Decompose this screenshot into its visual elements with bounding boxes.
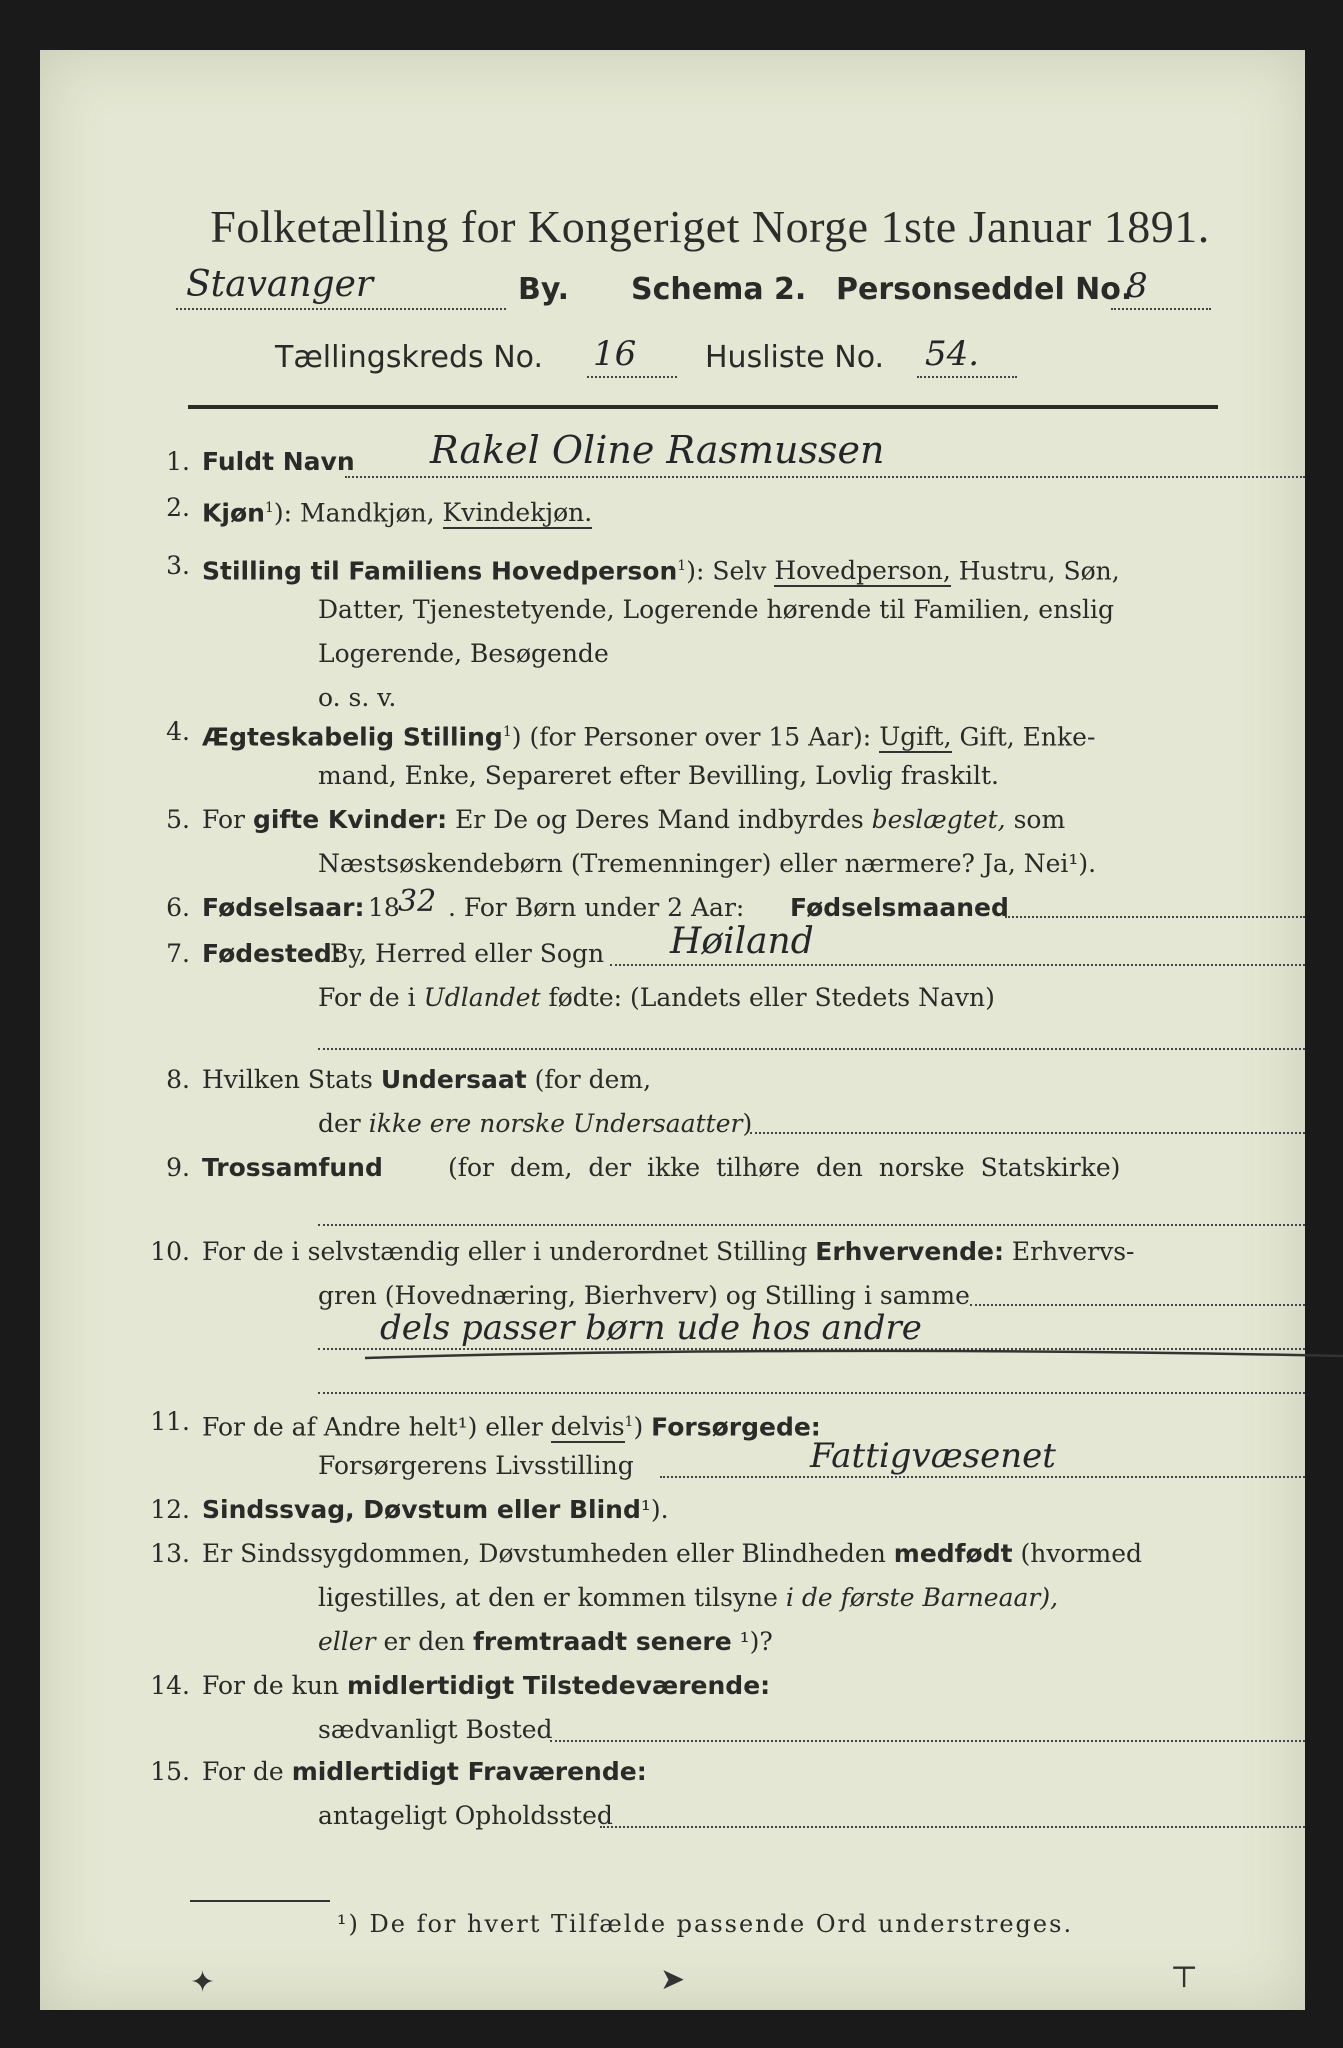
question-8: 8. Hvilken Stats Undersaat (for dem, der ikke ere norske Undersaatter) [130, 1058, 1230, 1148]
question-number: 13. [150, 1539, 190, 1568]
selected-option: Ugift, [879, 722, 952, 752]
answer-dotted-line [750, 1132, 1305, 1134]
full-name-value: Rakel Oline Rasmussen [430, 428, 885, 472]
question-label: Erhvervende: [815, 1237, 1004, 1266]
question-label: midlertidigt Tilstedeværende: [346, 1671, 771, 1700]
question-label: Stilling til Familiens Hovedperson [202, 556, 678, 586]
question-15: 15. For de midlertidigt Fraværende: antageligt Opholdssted [130, 1750, 1230, 1840]
question-1 [130, 428, 1230, 490]
provider-value: Fattigvæsenet [810, 1436, 1056, 1476]
occupation-value: dels passer børn ude hos andre [380, 1308, 922, 1348]
answer-dotted-line [1005, 916, 1305, 918]
husliste-value: 54. [925, 334, 980, 374]
question-number: 6. [166, 893, 190, 922]
question-label: Sindssvag, Døvstum eller Blind [202, 1495, 641, 1524]
question-number: 9. [166, 1153, 190, 1182]
answer-dotted-line [970, 1304, 1305, 1306]
birth-year-value: 32 [398, 884, 437, 919]
handwritten-underline [360, 1346, 1343, 1366]
kreds-label: Tællingskreds No. [275, 340, 543, 375]
question-number: 7. [166, 939, 190, 968]
answer-dotted-line [318, 1224, 1305, 1226]
personseddel-value: 8 [1126, 266, 1148, 306]
footnote-rule [190, 1900, 330, 1902]
schema-label: Schema 2. [631, 272, 807, 307]
question-label: Undersaat [380, 1065, 527, 1094]
question-label: Trossamfund [202, 1153, 383, 1182]
question-label: Kjøn [202, 498, 265, 528]
header-divider [188, 405, 1218, 409]
answer-dotted-line [318, 1048, 1305, 1050]
question-label: gifte Kvinder: [252, 805, 448, 834]
husliste-dotted-line [917, 376, 1017, 378]
question-11: 11. For de af Andre helt¹) eller delvis$^1$) Forsørgede: Forsørgerens Livsstilling Fattigvæsenet [130, 1400, 1230, 1490]
answer-dotted-line [610, 964, 1305, 966]
answer-dotted-line [550, 1740, 1305, 1742]
answer-dotted-line [600, 1826, 1305, 1828]
registration-mark-right: ⊤ [1170, 1960, 1199, 1995]
question-number: 2. [166, 493, 190, 522]
question-12: 12. Sindssvag, Døvstum eller Blind¹). [130, 1488, 1230, 1532]
question-number: 5. [166, 805, 190, 834]
selected-option: delvis [550, 1412, 625, 1442]
answer-dotted-line [318, 1392, 1305, 1394]
census-form-sheet [40, 50, 1305, 2010]
by-label: By. [518, 272, 570, 307]
husliste-label: Husliste No. [705, 340, 885, 375]
footnote: ¹) De for hvert Tilfælde passende Ord understreges. [336, 1910, 1074, 1938]
question-number: 1. [166, 447, 190, 476]
answer-dotted-line [345, 476, 1305, 478]
question-number: 8. [166, 1065, 190, 1094]
question-number: 15. [150, 1757, 190, 1786]
question-label: midlertidigt Fraværende: [291, 1757, 647, 1786]
question-4: 4. Ægteskabelig Stilling$^1$) (for Personer over 15 Aar): Ugift, Gift, Enke- mand, Enke, Separeret efter Bevilling, Lovlig fraskilt. [130, 710, 1230, 800]
question-label: Fødselsaar: [202, 893, 365, 922]
question-label: Ægteskabelig Stilling [202, 722, 503, 752]
personseddel-label: Personseddel No. [836, 272, 1133, 307]
question-label: Fødested: [202, 939, 342, 968]
form-title: Folketælling for Kongeriget Norge 1ste Januar 1891. [210, 201, 1210, 252]
question-number: 3. [166, 551, 190, 580]
selected-option: Hovedperson, [774, 556, 951, 586]
selected-option: Kvindekjøn. [442, 498, 593, 528]
question-14: 14. For de kun midlertidigt Tilstedeværende: sædvanligt Bosted [130, 1664, 1230, 1754]
question-number: 14. [150, 1671, 190, 1700]
city-dotted-line [176, 308, 506, 310]
question-7: 7. Fødested: By, Herred eller Sogn Høiland For de i Udlandet fødte: (Landets eller Stedets Navn) [130, 932, 1230, 1062]
city-value: Stavanger [186, 264, 374, 305]
kreds-dotted-line [587, 376, 677, 378]
question-number: 4. [166, 717, 190, 746]
question-number: 12. [150, 1495, 190, 1524]
personseddel-dotted-line [1111, 308, 1211, 310]
kreds-value: 16 [593, 334, 637, 374]
question-number: 10. [150, 1237, 190, 1266]
question-9: 9. Trossamfund (for dem, der ikke tilhøre den norske Statskirke) [130, 1146, 1230, 1236]
question-13: 13. Er Sindssygdommen, Døvstumheden eller Blindheden medfødt (hvormed ligestilles, at den er kommen tilsyne i de første Barneaar), eller er den fremtraadt senere ¹)? [130, 1532, 1230, 1672]
birthplace-value: Høiland [670, 921, 814, 962]
header-line-city [176, 264, 1226, 316]
question-10: 10. For de i selvstændig eller i underordnet Stilling Erhvervende: Erhvervs- gren (Hovednæring, Bierhverv) og Stilling i samme dels passer børn ude hos andre [130, 1230, 1230, 1390]
question-2: 2. Kjøn$^1$): Mandkjøn, Kvindekjøn. [130, 486, 1230, 530]
registration-mark-center: ➤ [660, 1962, 686, 1997]
question-label: Fuldt Navn [202, 447, 355, 476]
registration-mark-left: ✦ [190, 1965, 216, 2000]
question-label: Forsørgede: [651, 1412, 821, 1442]
question-6: 6. Fødselsaar: 18 32 . For Børn under 2 Aar: Fødselsmaaned [130, 886, 1230, 930]
question-5: 5. For gifte Kvinder: Er De og Deres Mand indbyrdes beslægtet, som Næstsøskendebørn (Tremenninger) eller nærmere? Ja, Nei¹). [130, 798, 1230, 888]
question-3: 3. Stilling til Familiens Hovedperson$^1$): Selv Hovedperson, Hustru, Søn, Datter, Tjenestetyende, Logerende hørende til Familien, enslig Logerende, Besøgende o. s. v. [130, 544, 1230, 724]
question-label: medfødt [893, 1539, 1013, 1568]
header-line-kreds [275, 334, 1175, 384]
question-number: 11. [150, 1407, 190, 1436]
